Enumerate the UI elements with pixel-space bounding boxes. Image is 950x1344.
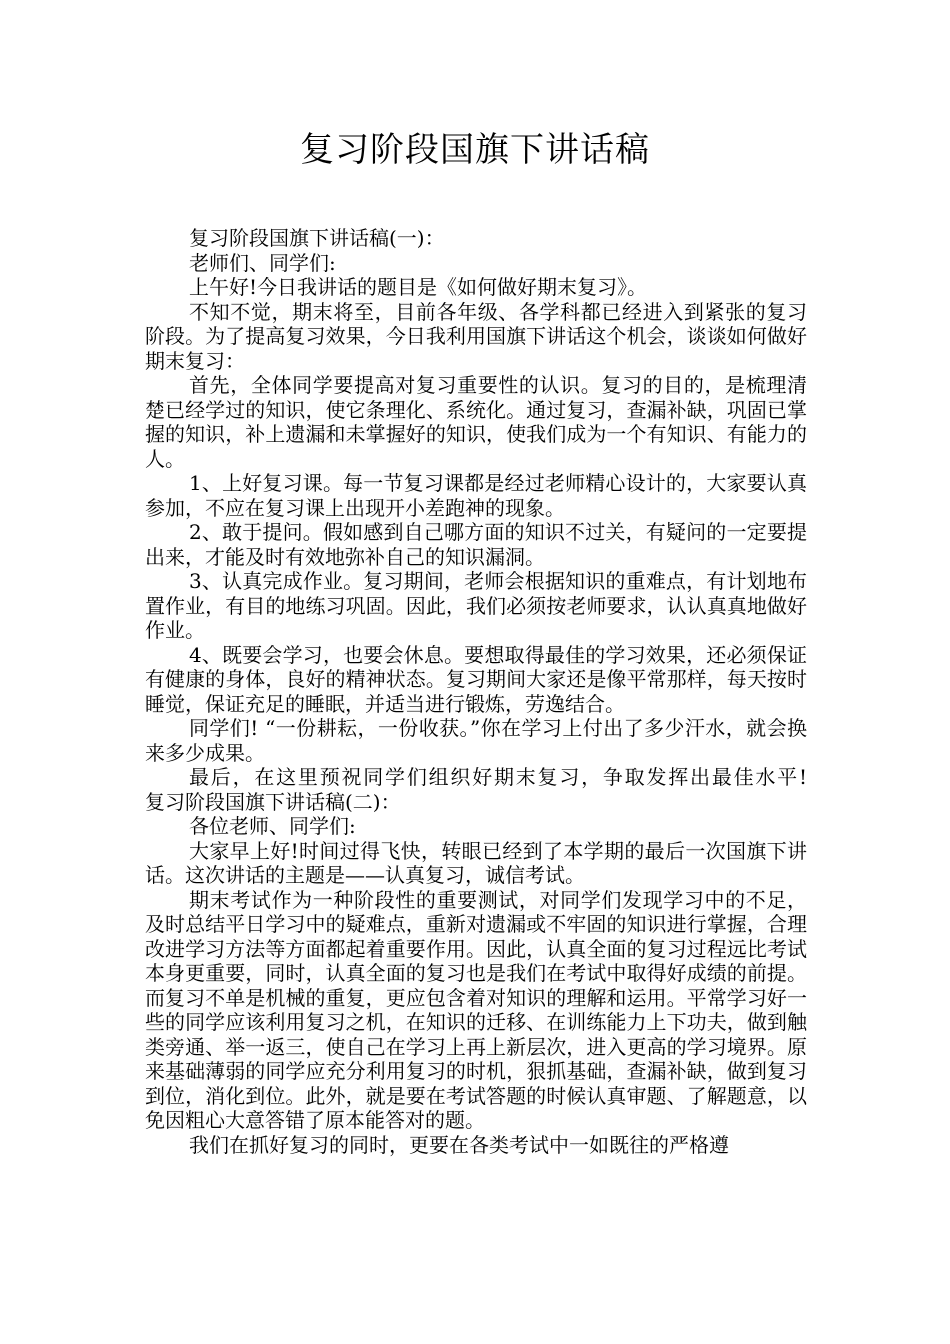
document-title: 复习阶段国旗下讲话稿 [300,130,650,170]
paragraph-11: 最后，在这里预祝同学们组织好期末复习，争取发挥出最佳水平! 复习阶段国旗下讲话稿(二)： [145,765,847,814]
paragraph-5: 首先，全体同学要提高对复习重要性的认识。复习的目的，是梳理清楚已经学过的知识，使它条理化、系统化。通过复习，查漏补缺，巩固已掌握的知识，补上遗漏和未掌握好的知识，使我们成为一个有知识、有能力的人。 [145,373,807,471]
paragraph-6: 1、上好复习课。每一节复习课都是经过老师精心设计的，大家要认真参加，不应在复习课上出现开小差跑神的现象。 [145,471,807,520]
paragraph-9: 4、既要会学习，也要会休息。要想取得最佳的学习效果，还必须保证有健康的身体，良好的精神状态。复习期间大家还是像平常那样，每天按时睡觉，保证充足的睡眠，并适当进行锻炼，劳逸结合。 [145,642,807,716]
paragraph-14: 期末考试作为一种阶段性的重要测试，对同学们发现学习中的不足，及时总结平日学习中的疑难点，重新对遗漏或不牢固的知识进行掌握，合理改进学习方法等方面都起着重要作用。因此，认真全面的复习过程远比考试本身更重要，同时，认真全面的复习也是我们在考试中取得好成绩的前提。而复习不单是机械的重复，更应包含着对知识的理解和运用。平常学习好一些的同学应该利用复习之机，在知识的迁移、在训练能力上下功夫，做到触类旁通、举一返三，使自己在学习上再上新层次，进入更高的学习境界。原来基础薄弱的同学应充分利用复习的时机，狠抓基础，查漏补缺，做到复习到位，消化到位。此外，就是要在考试答题的时候认真审题、了解题意，以免因粗心大意答错了原本能答对的题。 [145,887,807,1132]
paragraph-3: 上午好!今日我讲话的题目是《如何做好期末复习》。 [189,275,648,299]
paragraph-15: 我们在抓好复习的同时，更要在各类考试中一如既往的严格遵 [189,1132,729,1157]
paragraph-7: 2、敢于提问。假如感到自己哪方面的知识不过关，有疑问的一定要提出来，才能及时有效地弥补自己的知识漏洞。 [145,520,807,569]
document-body [145,226,847,1157]
paragraph-12: 各位老师、同学们: [189,814,356,838]
paragraph-13: 大家早上好!时间过得飞快，转眼已经到了本学期的最后一次国旗下讲话。这次讲话的主题是——认真复习，诚信考试。 [145,838,807,887]
paragraph-2: 老师们、同学们: [189,250,336,275]
paragraph-8: 3、认真完成作业。复习期间，老师会根据知识的重难点，有计划地布置作业，有目的地练习巩固。因此，我们必须按老师要求，认认真真地做好作业。 [145,569,807,642]
paragraph-10: 同学们! “一份耕耘，一份收获。”你在学习上付出了多少汗水，就会换来多少成果。 [145,716,807,765]
paragraph-1: 复习阶段国旗下讲话稿(一)： [189,226,445,250]
paragraph-4: 不知不觉，期末将至，目前各年级、各学科都已经进入到紧张的复习阶段。为了提高复习效果，今日我利用国旗下讲话这个机会，谈谈如何做好期末复习： [145,299,807,373]
